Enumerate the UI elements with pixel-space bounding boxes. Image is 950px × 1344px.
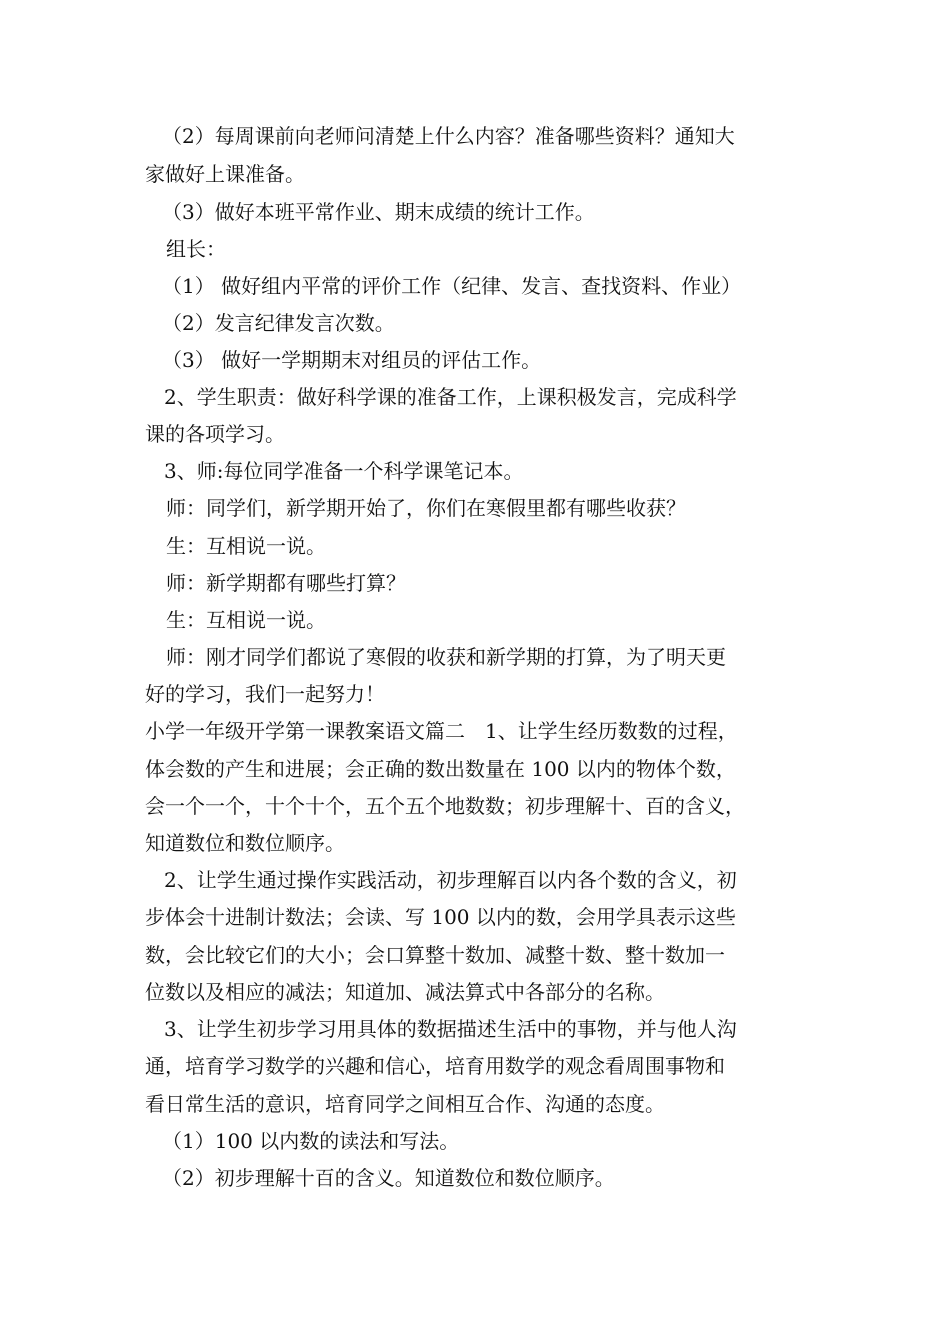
text-line: 数，会比较它们的大小；会口算整十数加、减整十数、整十数加一 — [145, 943, 725, 967]
text-line: （3） 做好一学期期末对组员的评估工作。 — [162, 348, 542, 372]
text-line: （3）做好本班平常作业、期末成绩的统计工作。 — [162, 200, 595, 224]
text-line: 3、让学生初步学习用具体的数据描述生活中的事物，并与他人沟 — [164, 1017, 737, 1041]
text-line: 家做好上课准备。 — [145, 162, 305, 186]
text-line: 小学一年级开学第一课教案语文篇二 1、让学生经历数数的过程， — [145, 719, 738, 743]
text-line: 位数以及相应的减法；知道加、减法算式中各部分的名称。 — [145, 980, 665, 1004]
text-line: 2、让学生通过操作实践活动，初步理解百以内各个数的含义，初 — [164, 868, 737, 892]
text-line: 师：刚才同学们都说了寒假的收获和新学期的打算，为了明天更 — [166, 645, 726, 669]
text-line: （1）100 以内数的读法和写法。 — [162, 1129, 460, 1153]
text-line: （2）初步理解十百的含义。知道数位和数位顺序。 — [162, 1166, 615, 1190]
text-line: 会一个一个，十个十个，五个五个地数数；初步理解十、百的含义， — [145, 794, 745, 818]
text-line: （2）每周课前向老师问清楚上什么内容？准备哪些资料？通知大 — [162, 124, 735, 148]
text-line: 师：同学们，新学期开始了，你们在寒假里都有哪些收获？ — [166, 496, 686, 520]
text-line: 2、学生职责：做好科学课的准备工作，上课积极发言，完成科学 — [164, 385, 737, 409]
text-line: 通，培育学习数学的兴趣和信心，培育用数学的观念看周围事物和 — [145, 1054, 725, 1078]
text-line: （2）发言纪律发言次数。 — [162, 311, 395, 335]
text-line: 好的学习，我们一起努力！ — [145, 682, 385, 706]
text-line: 师：新学期都有哪些打算？ — [166, 571, 406, 595]
text-line: 体会数的产生和进展；会正确的数出数量在 100 以内的物体个数， — [145, 757, 736, 781]
text-line: 知道数位和数位顺序。 — [145, 831, 345, 855]
text-line: 看日常生活的意识，培育同学之间相互合作、沟通的态度。 — [145, 1092, 665, 1116]
text-line: 课的各项学习。 — [145, 422, 285, 446]
text-line: 3、师:每位同学准备一个科学课笔记本。 — [164, 459, 524, 483]
text-line: 生：互相说一说。 — [166, 608, 326, 632]
text-line: 步体会十进制计数法；会读、写 100 以内的数，会用学具表示这些 — [145, 905, 736, 929]
text-line: 生：互相说一说。 — [166, 534, 326, 558]
text-line: 组长： — [166, 237, 226, 261]
text-line: （1） 做好组内平常的评价工作（纪律、发言、查找资料、作业） — [162, 274, 742, 298]
